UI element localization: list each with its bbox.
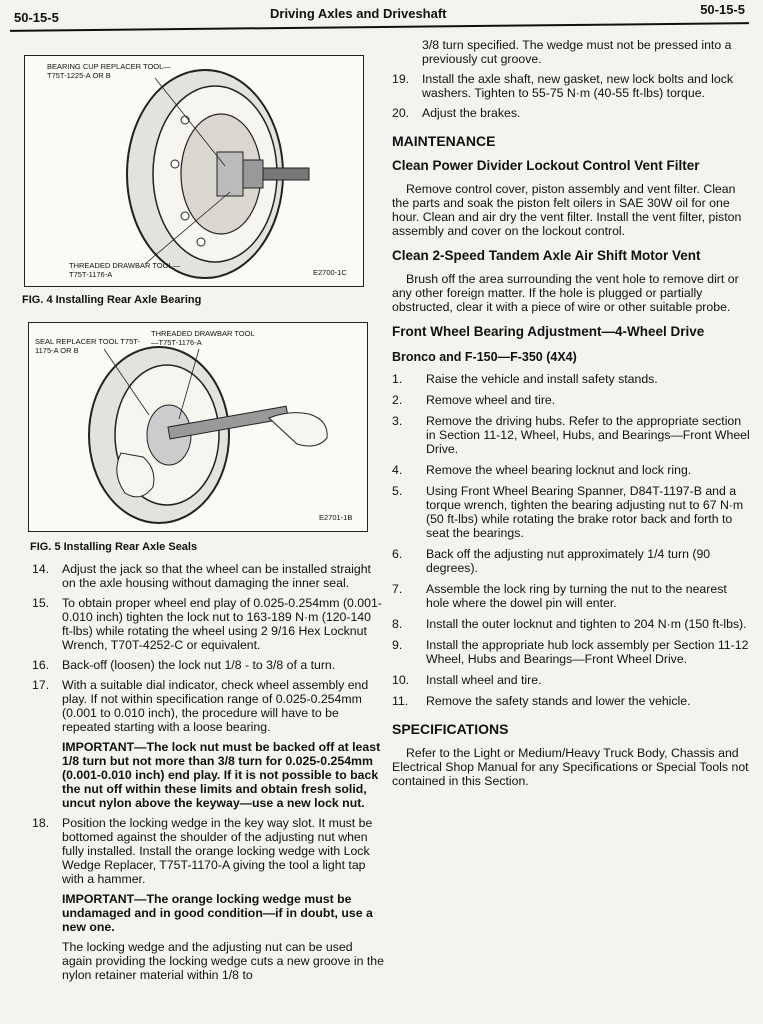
step-text: Install the axle shaft, new gasket, new lock bolts and lock washers. Tighten to 55-75 N·m (40-55 ft-lbs) torque. xyxy=(422,72,734,100)
list-item xyxy=(392,638,752,666)
step-text: With a suitable dial indicator, check wheel assembly end play. If not within specification range of 0.025-0.254mm (0.001 to 0.010 inch), the procedure will have to be repeated starting with a loose bearing. xyxy=(62,678,369,734)
list-item xyxy=(32,562,384,590)
list-item xyxy=(392,484,752,540)
step-number: 9. xyxy=(392,638,403,652)
step-text: Assemble the lock ring by turning the nut to the nearest hole where the dowel pin will enter. xyxy=(426,582,727,610)
fig4-callout-drawbar: THREADED DRAWBAR TOOL—T75T-1176-A xyxy=(69,261,181,279)
step-number: 18. xyxy=(32,816,50,830)
step-text: Using Front Wheel Bearing Spanner, D84T-1197-B and a torque wrench, tighten the bearing adjusting nut to 67 N·m (50 ft-lbs) while rotating the brake rotor back and forth to seat the bearings. xyxy=(426,484,744,540)
subheading-bronco: Bronco and F-150—F-350 (4X4) xyxy=(392,350,577,364)
list-item xyxy=(392,694,752,708)
page-number-right: 50-15-5 xyxy=(700,2,745,17)
step-text: Back off the adjusting nut approximately 1/4 turn (90 degrees). xyxy=(426,547,711,575)
list-item xyxy=(392,414,752,456)
step-text: Position the locking wedge in the key way slot. It must be bottomed against the shoulder of the adjusting nut when fully installed. Install the orange locking wedge with Lock Wedge Replacer, T75T-1170-A giving the tool a light tap with a hammer. xyxy=(62,816,373,886)
header-rule xyxy=(10,22,749,32)
step-text: To obtain proper wheel end play of 0.025-0.254mm (0.001-0.010 inch) tighten the lock nut to 163-189 N·m (120-140 ft-lbs) while rotating the wheel using 2 9/16 Hex Locknut Wrench, T70T-4252-C or equivalent. xyxy=(62,596,382,652)
list-item xyxy=(32,678,384,734)
step-text: Adjust the brakes. xyxy=(422,106,521,120)
right-column xyxy=(392,38,752,796)
list-item xyxy=(392,673,752,687)
list-item xyxy=(32,658,384,672)
list-item xyxy=(392,393,752,407)
step-number: 20. xyxy=(392,106,410,120)
front-wheel-steps xyxy=(392,372,752,708)
fig5-caption: FIG. 5 Installing Rear Axle Seals xyxy=(30,541,198,553)
subheading-front-wheel-bearing: Front Wheel Bearing Adjustment—4-Wheel Drive xyxy=(392,324,705,339)
step-text: Remove the safety stands and lower the vehicle. xyxy=(426,694,691,708)
step-continuation: The locking wedge and the adjusting nut can be used again providing the locking wedge cuts a new groove in the nylon retainer material within 1/8 to xyxy=(62,940,384,982)
step-number: 6. xyxy=(392,547,403,561)
list-item xyxy=(392,617,752,631)
step-number: 7. xyxy=(392,582,403,596)
step-number: 1. xyxy=(392,372,403,386)
step-continuation: 3/8 turn specified. The wedge must not be pressed into a previously cut groove. xyxy=(422,38,732,66)
fig4-code: E2700-1C xyxy=(313,268,347,277)
fig5-callout-seal-replacer: SEAL REPLACER TOOL T75T-1175-A OR B xyxy=(35,337,140,355)
list-item xyxy=(392,547,752,575)
step-number: 15. xyxy=(32,596,50,610)
step-number: 14. xyxy=(32,562,50,576)
step-number: 5. xyxy=(392,484,403,498)
step-text: Remove wheel and tire. xyxy=(426,393,556,407)
section-heading-specifications: SPECIFICATIONS xyxy=(392,721,509,737)
figure-4 xyxy=(24,55,364,287)
paragraph: Refer to the Light or Medium/Heavy Truck Body, Chassis and Electrical Shop Manual for any Specifications or Special Tools not contained in this Section. xyxy=(392,746,749,788)
important-note: IMPORTANT—The orange locking wedge must be undamaged and in good condition—if in doubt, use a new one. xyxy=(62,892,373,934)
step-number: 8. xyxy=(392,617,403,631)
step-number: 4. xyxy=(392,463,403,477)
fig4-caption: FIG. 4 Installing Rear Axle Bearing xyxy=(22,294,202,306)
list-item xyxy=(32,596,384,652)
step-text: Install wheel and tire. xyxy=(426,673,542,687)
step-text: Adjust the jack so that the wheel can be installed straight on the axle housing without damaging the inner seal. xyxy=(62,562,371,590)
list-item xyxy=(392,463,752,477)
subheading-power-divider: Clean Power Divider Lockout Control Vent Filter xyxy=(392,158,700,173)
rear-axle-bearing-illustration xyxy=(25,56,363,286)
list-item xyxy=(32,816,384,886)
paragraph: Brush off the area surrounding the vent hole to remove dirt or any other foreign matter. If the hole is plugged or partially obstructed, clear it with a piece of wire or other suitable probe. xyxy=(392,272,739,314)
step-text: Install the appropriate hub lock assembly per Section 11-12 Wheel, Hubs and Bearings—Front Wheel Drive. xyxy=(426,638,749,666)
list-item xyxy=(392,372,752,386)
step-text: Back-off (loosen) the lock nut 1/8 - to 3/8 of a turn. xyxy=(62,658,336,672)
step-number: 19. xyxy=(392,72,410,86)
step-number: 16. xyxy=(32,658,50,672)
figure-5 xyxy=(28,322,368,532)
list-item xyxy=(392,72,752,100)
step-text: Raise the vehicle and install safety stands. xyxy=(426,372,658,386)
list-item xyxy=(392,582,752,610)
fig5-callout-drawbar: THREADED DRAWBAR TOOL—T75T-1176-A xyxy=(151,329,255,347)
page-header xyxy=(0,0,763,32)
step-number: 3. xyxy=(392,414,403,428)
step-number: 17. xyxy=(32,678,50,692)
step-number: 11. xyxy=(392,694,409,708)
step-text: Remove the driving hubs. Refer to the appropriate section in Section 11-12, Wheel, Hubs, and Bearings—Front Wheel Drive. xyxy=(426,414,750,456)
important-note: IMPORTANT—The lock nut must be backed off at least 1/8 turn but not more than 3/8 turn for 0.025-0.254mm (0.001-0.010 inch) end play. If it is not possible to back the nut off within these limits and obtain fresh solid, uncut nylon above the keyway—use a new lock nut. xyxy=(62,740,381,810)
paragraph: Remove control cover, piston assembly and vent filter. Clean the parts and soak the piston felt oilers in SAE 30W oil for one hour. Clean and air dry the vent filter. Install the vent filter, piston assembly and cover on the lockout control. xyxy=(392,182,742,238)
fig5-code: E2701-1B xyxy=(319,513,353,522)
list-item xyxy=(392,106,752,120)
step-text: Remove the wheel bearing locknut and lock ring. xyxy=(426,463,692,477)
fig4-callout-cup-replacer: BEARING CUP REPLACER TOOL—T75T-1225-A OR B xyxy=(47,62,171,80)
subheading-tandem-axle: Clean 2-Speed Tandem Axle Air Shift Motor Vent xyxy=(392,248,701,263)
left-column xyxy=(32,562,384,988)
step-number: 2. xyxy=(392,393,403,407)
step-number: 10. xyxy=(392,673,410,687)
page-title: Driving Axles and Driveshaft xyxy=(270,6,447,21)
section-heading-maintenance: MAINTENANCE xyxy=(392,133,496,149)
page-number-left: 50-15-5 xyxy=(14,10,59,25)
step-text: Install the outer locknut and tighten to 204 N·m (150 ft-lbs). xyxy=(426,617,747,631)
